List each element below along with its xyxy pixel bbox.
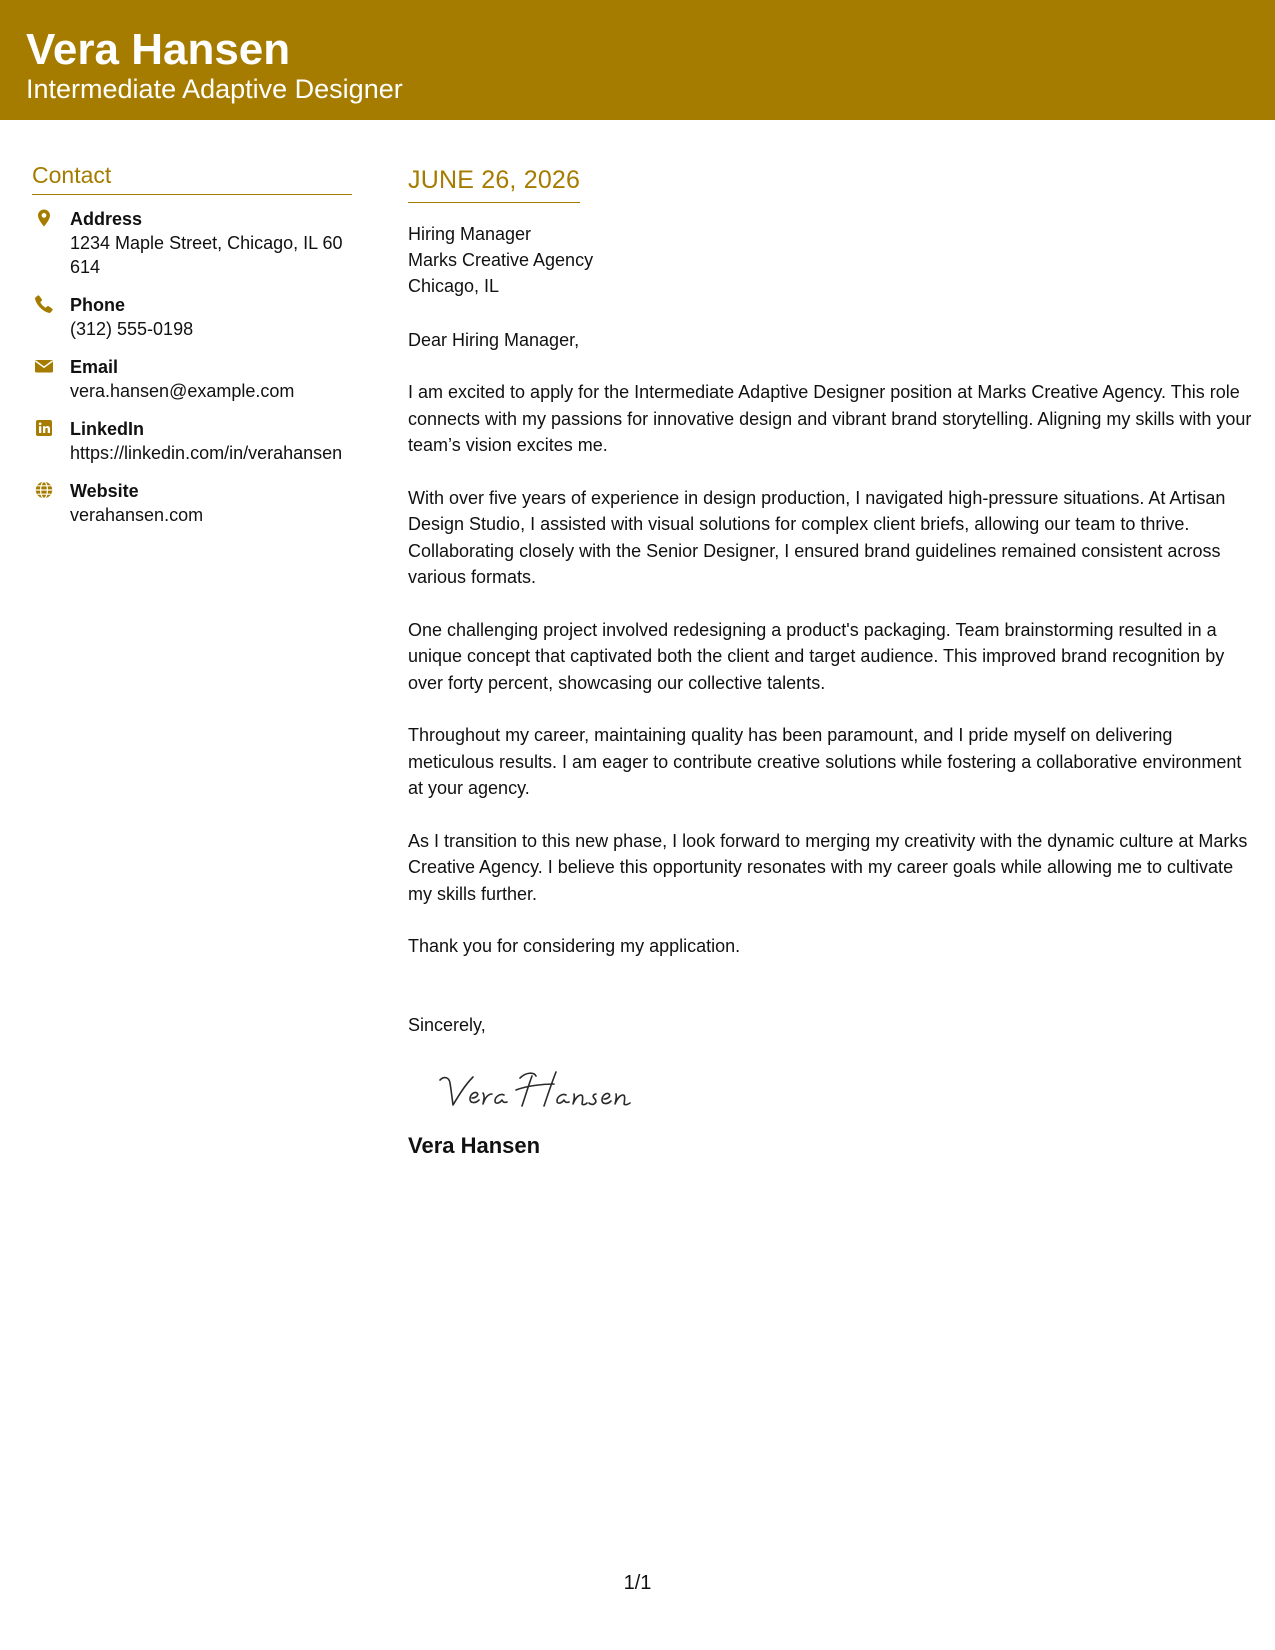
letter-paragraph: I am excited to apply for the Intermediate Adaptive Designer position at Marks Creative Agency. This role connects with my passions for innovative design and vibrant brand storytelling. Aligning my skills with your team’s vision excites me.	[408, 382, 1252, 455]
contact-website	[32, 479, 352, 527]
letter-body	[408, 164, 1253, 1160]
contact-value: verahansen.com	[70, 505, 204, 525]
salutation: Dear Hiring Manager,	[408, 330, 580, 350]
contact-label: Address	[70, 209, 143, 229]
letter-paragraph: Thank you for considering my application.	[408, 936, 741, 956]
contact-label: LinkedIn	[70, 419, 145, 439]
recipient-line: Hiring Manager	[408, 224, 532, 244]
envelope-icon	[34, 356, 54, 376]
applicant-name: Vera Hansen	[26, 25, 291, 74]
linkedin-icon	[34, 418, 54, 438]
recipient-line: Chicago, IL	[408, 276, 500, 296]
header-banner	[0, 0, 1275, 120]
contact-value: (312) 555-0198	[70, 319, 194, 339]
applicant-role: Intermediate Adaptive Designer	[26, 74, 403, 104]
map-pin-icon	[34, 208, 54, 228]
globe-icon	[34, 480, 54, 500]
letter-paragraph: Throughout my career, maintaining quality has been paramount, and I pride myself on delivering meticulous results. I am eager to contribute creative solutions while fostering a collaborative environment at your agency.	[408, 725, 1242, 798]
closing: Sincerely,	[408, 1014, 486, 1035]
contact-address	[32, 207, 352, 279]
recipient-block	[408, 221, 1253, 299]
letter-date: JUNE 26, 2026	[408, 164, 580, 203]
recipient-line: Marks Creative Agency	[408, 250, 594, 270]
contact-linkedin	[32, 417, 352, 465]
letter-paragraph: As I transition to this new phase, I look forward to merging my creativity with the dynamic culture at Marks Creative Agency. I believe this opportunity resonates with my career goals while allowing me to cultivate my skills further.	[408, 830, 1248, 904]
signed-name: Vera Hansen	[408, 1132, 541, 1158]
signature-image	[436, 1066, 656, 1118]
contact-sidebar	[32, 160, 352, 541]
contact-heading: Contact	[32, 160, 352, 195]
contact-value: https://linkedin.com/in/verahansen	[70, 443, 343, 463]
handwritten-signature	[436, 1066, 1253, 1118]
contact-value: vera.hansen@example.com	[70, 381, 295, 401]
page-number: 1/1	[623, 1572, 652, 1594]
contact-email	[32, 355, 352, 403]
contact-label: Website	[70, 481, 139, 501]
contact-label: Phone	[70, 295, 126, 315]
contact-label: Email	[70, 357, 119, 377]
phone-icon	[34, 294, 54, 314]
contact-value: 1234 Maple Street, Chicago, IL 60614	[70, 233, 343, 277]
contact-phone	[32, 293, 352, 341]
letter-paragraph: One challenging project involved redesigning a product's packaging. Team brainstorming resulted in a unique concept that captivated both the client and target audience. This improved brand recognition by over forty percent, showcasing our collective talents.	[408, 619, 1225, 693]
letter-paragraph: With over five years of experience in design production, I navigated high-pressure situations. At Artisan Design Studio, I assisted with visual solutions for complex client briefs, allowing our team to thrive. Collaborating closely with the Senior Designer, I ensured brand guidelines remained consistent across various formats.	[408, 487, 1226, 587]
